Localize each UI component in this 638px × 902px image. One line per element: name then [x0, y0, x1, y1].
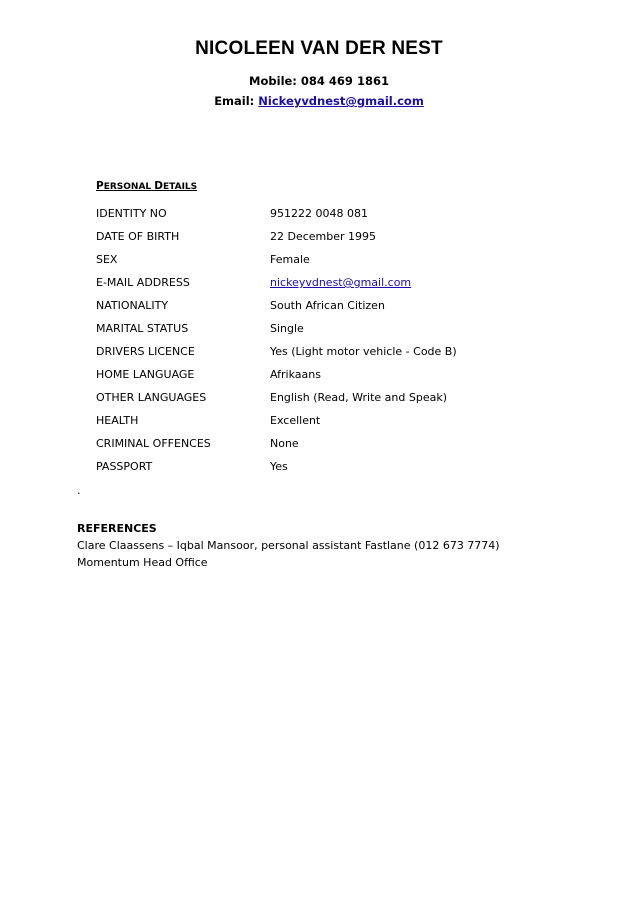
detail-row	[96, 320, 536, 343]
detail-label: HOME LANGUAGE	[96, 368, 195, 381]
detail-row	[96, 251, 536, 274]
detail-value: English (Read, Write and Speak)	[270, 391, 448, 404]
detail-label: SEX	[96, 253, 118, 266]
detail-value: Yes	[270, 460, 288, 473]
detail-value: 951222 0048 081	[270, 207, 368, 220]
detail-value: Yes (Light motor vehicle - Code B)	[270, 345, 457, 358]
detail-label: DRIVERS LICENCE	[96, 345, 195, 358]
personal-details-table	[96, 205, 536, 481]
detail-row	[96, 274, 536, 297]
detail-label: PASSPORT	[96, 460, 153, 473]
detail-row	[96, 389, 536, 412]
detail-row	[96, 458, 536, 481]
mobile-line	[0, 74, 638, 88]
detail-value: 22 December 1995	[270, 230, 377, 243]
detail-value: Afrikaans	[270, 368, 321, 381]
detail-label: HEALTH	[96, 414, 139, 427]
personal-details-heading: PERSONAL DETAILS	[96, 180, 198, 192]
detail-label: NATIONALITY	[96, 299, 169, 312]
mobile-label: Mobile:	[249, 74, 297, 88]
mobile-number: 084 469 1861	[300, 74, 389, 88]
reference-line: Momentum Head Office	[77, 556, 208, 569]
detail-row	[96, 412, 536, 435]
detail-value: Single	[270, 322, 304, 335]
email-line	[0, 94, 638, 108]
email-label: Email:	[214, 94, 255, 108]
references-heading: REFERENCES	[77, 522, 157, 535]
detail-row	[96, 435, 536, 458]
references-section	[77, 520, 577, 571]
reference-line: Clare Claassens – Iqbal Mansoor, personal assistant Fastlane (012 673 7774)	[77, 539, 500, 552]
detail-value: Female	[270, 253, 310, 266]
detail-label: OTHER LANGUAGES	[96, 391, 207, 404]
detail-label: E-MAIL ADDRESS	[96, 276, 190, 289]
detail-value: Excellent	[270, 414, 321, 427]
detail-label: MARITAL STATUS	[96, 322, 189, 335]
detail-value: South African Citizen	[270, 299, 385, 312]
detail-row	[96, 366, 536, 389]
email-link[interactable]: Nickeyvdnest@gmail.com	[258, 94, 424, 108]
detail-label: CRIMINAL OFFENCES	[96, 437, 211, 450]
detail-label: DATE OF BIRTH	[96, 230, 180, 243]
detail-label: IDENTITY NO	[96, 207, 167, 220]
detail-row	[96, 205, 536, 228]
detail-row	[96, 297, 536, 320]
detail-row	[96, 343, 536, 366]
detail-email-link[interactable]: nickeyvdnest@gmail.com	[270, 276, 412, 289]
detail-row	[96, 228, 536, 251]
detail-value: None	[270, 437, 299, 450]
separator-dot: .	[77, 484, 81, 497]
candidate-name: NICOLEEN VAN DER NEST	[195, 38, 443, 59]
